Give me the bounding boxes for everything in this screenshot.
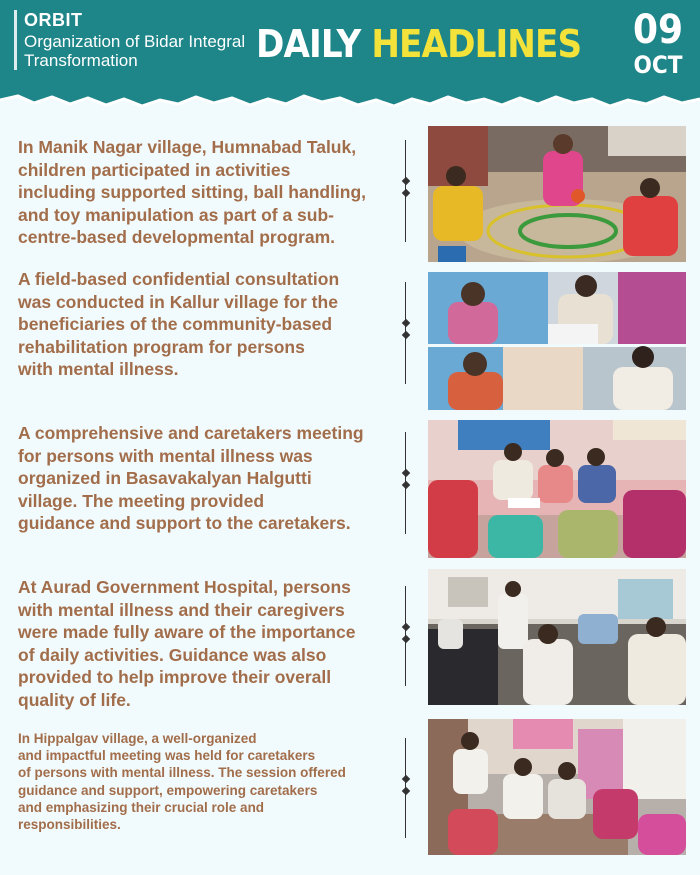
story-divider [402, 282, 410, 384]
story-divider [402, 140, 410, 242]
story-text: In Hippalgav village, a well-organized and impactful meeting was held for caretakers of persons with mental illness. The session offered guidance and support, empowering caretakers and emphasizing their crucial role and responsibilities. [18, 731, 346, 833]
hippalgav-meeting-photo [428, 719, 686, 855]
org-accent-bar [14, 10, 17, 70]
date-day: 09 [632, 7, 684, 53]
title-headlines: HEADLINES [371, 22, 582, 66]
story-text: In Manik Nagar village, Humnabad Taluk, children participated in activities including supported sitting, ball handling, and toy manipulation as part of a sub- centre-based developmental program. [18, 137, 367, 247]
story-divider [402, 738, 410, 838]
story-text: A comprehensive and caretakers meeting for persons with mental illness was organized in Basavakalyan Halgutti village. The meeting provided guidance and support to the caretakers. [18, 423, 364, 533]
torn-paper-edge [0, 78, 700, 118]
date-month: OCT [633, 51, 683, 79]
title-daily: DAILY [256, 22, 361, 66]
consultation-photos [428, 272, 686, 410]
org-full-name: Organization of Bidar Integral Transformation [24, 32, 246, 70]
story-text: A field-based confidential consultation was conducted in Kallur village for the beneficiaries of the community-based rehabilitation program for persons with mental illness. [18, 269, 340, 379]
story-divider [402, 586, 410, 686]
caretakers-meeting-photo [428, 420, 686, 558]
story-divider [402, 432, 410, 534]
page-title [256, 22, 581, 66]
story-text: At Aurad Government Hospital, persons with mental illness and their caregivers were made fully aware of the importance of daily activities. Guidance was also provided to help improve their overall quality of life. [18, 577, 356, 710]
org-short-name: ORBIT [24, 10, 83, 30]
children-activity-photo [428, 126, 686, 262]
hospital-session-photo [428, 569, 686, 705]
